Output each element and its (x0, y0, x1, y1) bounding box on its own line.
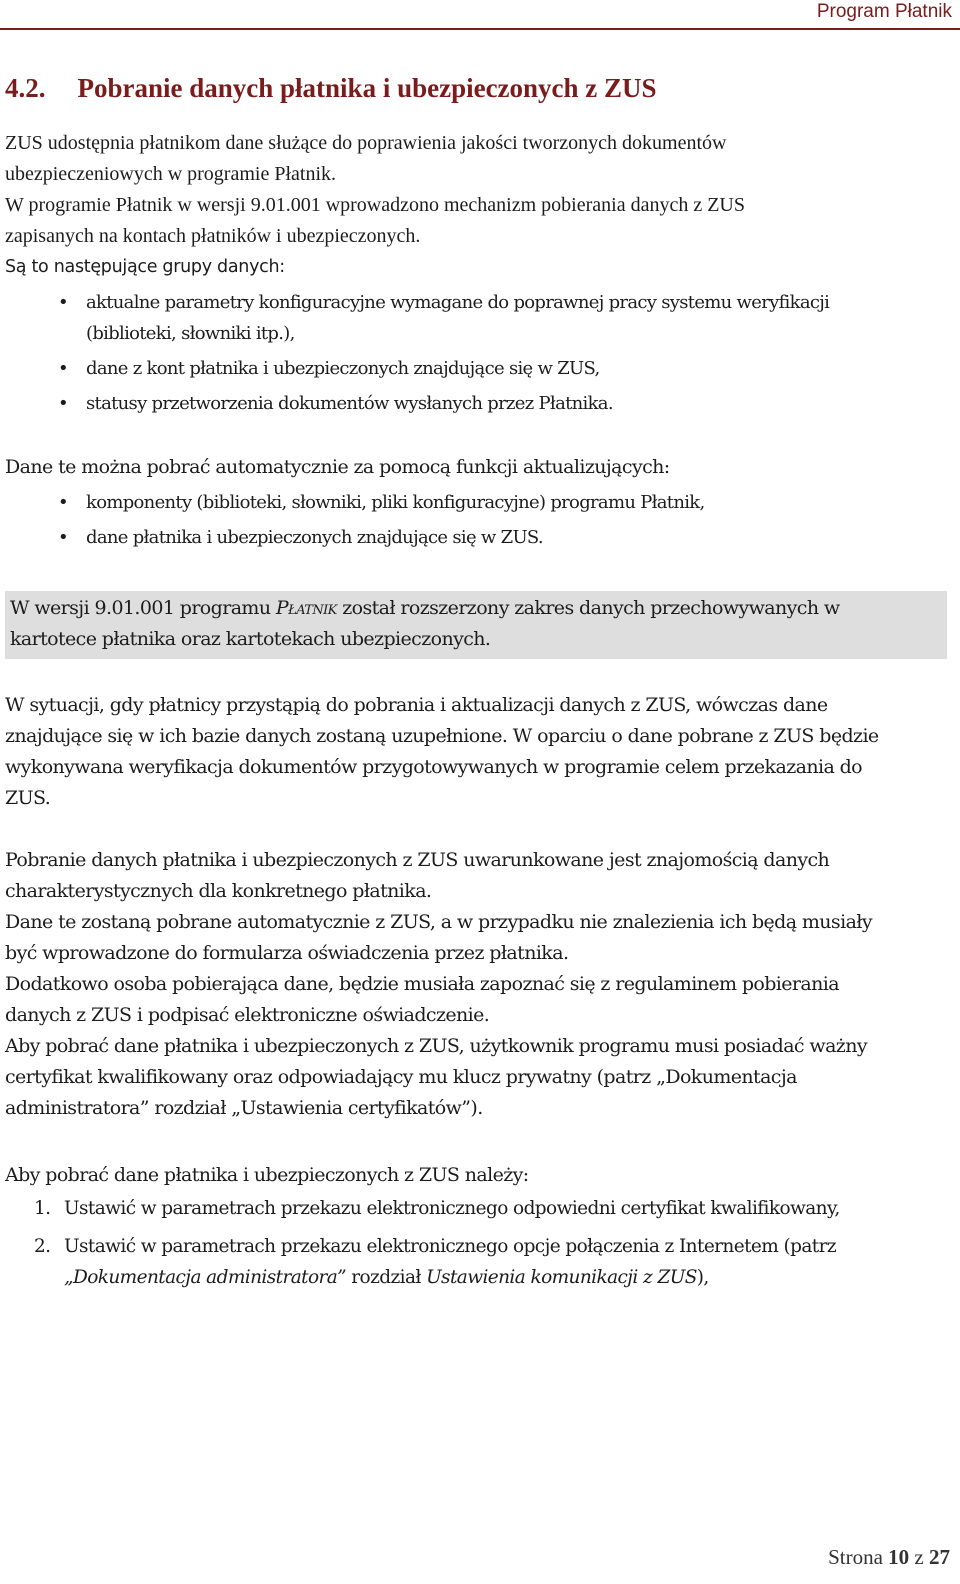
paragraph-line: Dodatkowo osoba pobierająca dane, będzie musiała zapoznać się z regulaminem pobierania (5, 973, 839, 995)
note-paragraph (10, 593, 942, 655)
page-footer (828, 1545, 950, 1570)
paragraph-line: wykonywana weryfikacja dokumentów przygotowywanych w programie celem przekazania do (5, 756, 863, 778)
doc-title: Dokumentacja administratora (72, 1267, 338, 1288)
list-item-line: (biblioteki, słowniki itp.), (86, 323, 295, 344)
intro-line: zapisanych na kontach płatników i ubezpieczonych. (5, 225, 421, 247)
footer-label: Strona (828, 1545, 889, 1569)
intro-lead: Są to następujące grupy danych: (5, 257, 285, 277)
page-header: Program Płatnik (816, 1, 952, 22)
step-text: Ustawić w parametrach przekazu elektronicznego odpowiedni certyfikat kwalifikowany, (64, 1198, 840, 1219)
footer-sep: z (909, 1545, 929, 1569)
paragraph-line: Aby pobrać dane płatnika i ubezpieczonych z ZUS, użytkownik programu musi posiadać ważny (5, 1035, 867, 1057)
steps-lead: Aby pobrać dane płatnika i ubezpieczonych z ZUS należy: (5, 1164, 529, 1186)
note-text: W wersji 9.01.001 programu (10, 597, 276, 619)
list-item: komponenty (biblioteki, słowniki, pliki konfiguracyjne) programu Płatnik, (86, 492, 705, 513)
paragraph-line: Pobranie danych płatnika i ubezpieczonych z ZUS uwarunkowane jest znajomością danych (5, 849, 830, 871)
list-item: statusy przetworzenia dokumentów wysłanych przez Płatnika. (86, 393, 613, 414)
bullet-icon: • (58, 492, 69, 513)
list-item: dane płatnika i ubezpieczonych znajdujące się w ZUS. (86, 527, 543, 548)
quote-mark: „ (64, 1267, 73, 1288)
step-text-part: ), (696, 1267, 709, 1288)
paragraph-line: certyfikat kwalifikowany oraz odpowiadający mu klucz prywatny (patrz „Dokumentacja (5, 1066, 797, 1088)
step-number: 1. (34, 1198, 51, 1219)
section-number: 4.2. (5, 73, 46, 103)
paragraph-line: być wprowadzone do formularza oświadczenia przez płatnika. (5, 942, 569, 964)
paragraph-line: znajdujące się w ich bazie danych zostaną uzupełnione. W oparciu o dane pobrane z ZUS będzie (5, 725, 879, 747)
bullet-icon: • (58, 358, 69, 379)
auto-lead: Dane te można pobrać automatycznie za pomocą funkcji aktualizujących: (5, 456, 670, 478)
page-number: 10 (888, 1545, 910, 1569)
list-item: dane z kont płatnika i ubezpieczonych znajdujące się w ZUS, (86, 358, 600, 379)
intro-line: W programie Płatnik w wersji 9.01.001 wprowadzono mechanizm pobierania danych z ZUS (5, 194, 745, 216)
list-item-line: aktualne parametry konfiguracyjne wymagane do poprawnej pracy systemu weryfikacji (86, 292, 830, 313)
paragraph-line: danych z ZUS i podpisać elektroniczne oświadczenie. (5, 1004, 490, 1026)
chapter-title: Ustawienia komunikacji z ZUS (426, 1267, 697, 1288)
paragraph-line: Dane te zostaną pobrane automatycznie z ZUS, a w przypadku nie znalezienia ich będą musiały (5, 911, 872, 933)
step-line: Ustawić w parametrach przekazu elektronicznego opcje połączenia z Internetem (patrz (64, 1236, 836, 1257)
paragraph (5, 690, 955, 814)
bullet-icon: • (58, 292, 69, 313)
paragraph-line: administratora” rozdział „Ustawienia certyfikatów”). (5, 1097, 483, 1119)
step-number: 2. (34, 1236, 51, 1257)
app-name: Płatnik (275, 597, 337, 619)
step-line (64, 1262, 946, 1293)
paragraph-line: ZUS. (5, 787, 51, 809)
intro-paragraph (5, 128, 955, 252)
section-title: Pobranie danych płatnika i ubezpieczonych z ZUS (77, 73, 657, 103)
bullet-icon: • (58, 527, 69, 548)
section-heading (5, 71, 657, 105)
bullet-icon: • (58, 393, 69, 414)
note-line: kartotece płatnika oraz kartotekach ubezpieczonych. (10, 628, 491, 650)
intro-line: ubezpieczeniowych w programie Płatnik. (5, 163, 336, 185)
header-rule (0, 28, 960, 30)
page-total: 27 (929, 1545, 950, 1569)
note-text: został rozszerzony zakres danych przechowywanych w (336, 597, 840, 619)
note-line (10, 593, 942, 624)
paragraph-line: W sytuacji, gdy płatnicy przystąpią do pobrania i aktualizacji danych z ZUS, wówczas dane (5, 694, 828, 716)
step-text (64, 1231, 946, 1293)
paragraph (5, 845, 955, 1124)
intro-line: ZUS udostępnia płatnikom dane służące do poprawienia jakości tworzonych dokumentów (5, 132, 727, 154)
step-text-part: rozdział (346, 1267, 427, 1288)
quote-mark: ” (337, 1267, 347, 1288)
paragraph-line: charakterystycznych dla konkretnego płatnika. (5, 880, 432, 902)
list-item (86, 287, 952, 349)
